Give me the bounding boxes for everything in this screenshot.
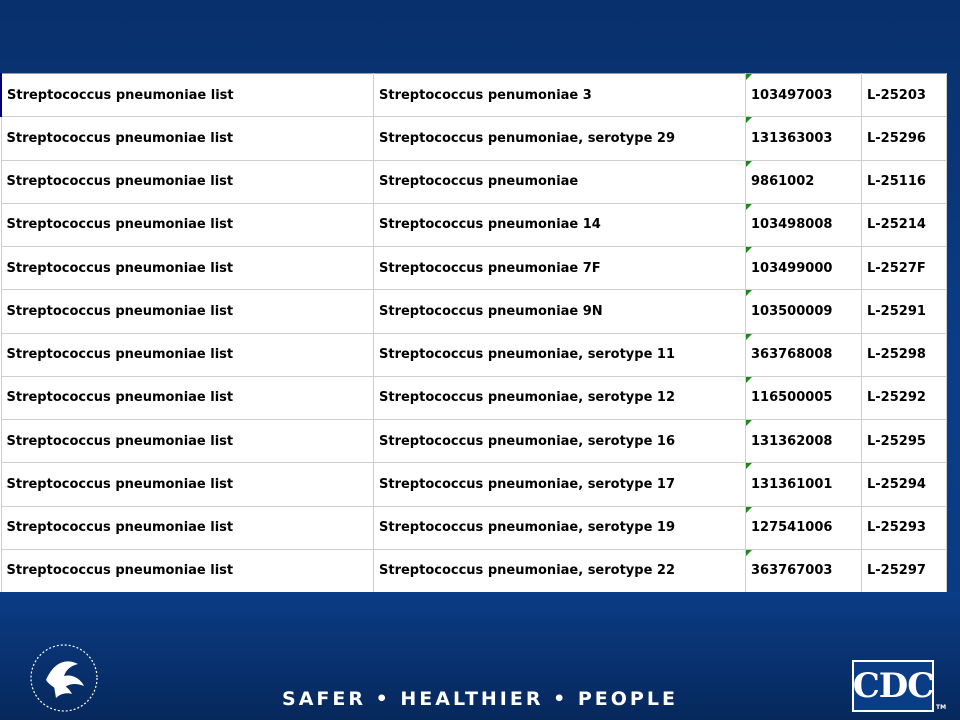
legacy-code-cell: L-25297 xyxy=(862,549,947,592)
list-name-cell: Streptococcus pneumoniae list xyxy=(1,549,374,592)
snomed-code-cell xyxy=(746,549,862,592)
snomed-code-text: 103500009 xyxy=(751,303,833,319)
list-name-cell: Streptococcus pneumoniae list xyxy=(1,74,374,117)
snomed-code-cell xyxy=(746,463,862,506)
cell-marker-icon xyxy=(746,290,752,296)
cell-marker-icon xyxy=(746,420,752,426)
table-row xyxy=(1,549,947,592)
legacy-code-cell: L-25203 xyxy=(862,74,947,117)
legacy-code-cell: L-25295 xyxy=(862,420,947,463)
snomed-code-cell xyxy=(746,247,862,290)
snomed-code-text: 363767003 xyxy=(751,563,833,579)
list-name-cell: Streptococcus pneumoniae list xyxy=(1,117,374,160)
organism-cell: Streptococcus pneumoniae, serotype 22 xyxy=(374,549,746,592)
snomed-code-cell xyxy=(746,160,862,203)
legacy-code-cell: L-25296 xyxy=(862,117,947,160)
legacy-code-cell: L-25294 xyxy=(862,463,947,506)
cdc-logo-text: CDC xyxy=(852,666,934,706)
snomed-code-cell xyxy=(746,290,862,333)
table-row xyxy=(1,117,947,160)
legacy-code-cell: L-25292 xyxy=(862,376,947,419)
legacy-code-cell: L-25298 xyxy=(862,333,947,376)
snomed-code-text: 127541006 xyxy=(751,520,833,536)
table-body xyxy=(1,74,947,593)
organism-cell: Streptococcus pneumoniae xyxy=(374,160,746,203)
list-name-cell: Streptococcus pneumoniae list xyxy=(1,160,374,203)
table-row xyxy=(1,333,947,376)
snomed-code-cell xyxy=(746,506,862,549)
snomed-code-text: 103499000 xyxy=(751,260,833,276)
table-row xyxy=(1,247,947,290)
organism-cell: Streptococcus penumoniae 3 xyxy=(374,74,746,117)
organism-cell: Streptococcus pneumoniae, serotype 11 xyxy=(374,333,746,376)
list-name-cell: Streptococcus pneumoniae list xyxy=(1,203,374,246)
snomed-code-text: 103498008 xyxy=(751,217,833,233)
organism-cell: Streptococcus pneumoniae 14 xyxy=(374,203,746,246)
cell-marker-icon xyxy=(746,507,752,513)
cell-marker-icon xyxy=(746,377,752,383)
cell-marker-icon xyxy=(746,74,752,80)
snomed-code-text: 131363003 xyxy=(751,130,833,146)
list-name-cell: Streptococcus pneumoniae list xyxy=(1,506,374,549)
snomed-code-text: 9861002 xyxy=(751,174,815,190)
cell-marker-icon xyxy=(746,550,752,556)
list-name-cell: Streptococcus pneumoniae list xyxy=(1,376,374,419)
table-row xyxy=(1,376,947,419)
organism-cell: Streptococcus penumoniae, serotype 29 xyxy=(374,117,746,160)
table-row xyxy=(1,290,947,333)
snomed-code-text: 131361001 xyxy=(751,476,833,492)
list-name-cell: Streptococcus pneumoniae list xyxy=(1,247,374,290)
table-row xyxy=(1,74,947,117)
organism-cell: Streptococcus pneumoniae 9N xyxy=(374,290,746,333)
table-row xyxy=(1,420,947,463)
snomed-code-cell xyxy=(746,203,862,246)
cell-marker-icon xyxy=(746,204,752,210)
list-name-cell: Streptococcus pneumoniae list xyxy=(1,290,374,333)
snomed-code-cell xyxy=(746,420,862,463)
snomed-code-cell xyxy=(746,376,862,419)
cell-marker-icon xyxy=(746,161,752,167)
cell-marker-icon xyxy=(746,334,752,340)
organism-cell: Streptococcus pneumoniae, serotype 16 xyxy=(374,420,746,463)
legacy-code-cell: L-25291 xyxy=(862,290,947,333)
snomed-code-cell xyxy=(746,117,862,160)
snomed-code-text: 131362008 xyxy=(751,433,833,449)
table-row xyxy=(1,463,947,506)
legacy-code-cell: L-2527F xyxy=(862,247,947,290)
table-row xyxy=(1,506,947,549)
snomed-code-text: 103497003 xyxy=(751,87,833,103)
organism-cell: Streptococcus pneumoniae 7F xyxy=(374,247,746,290)
table-row xyxy=(1,160,947,203)
snomed-code-text: 363768008 xyxy=(751,347,833,363)
organism-cell: Streptococcus pneumoniae, serotype 19 xyxy=(374,506,746,549)
data-table-panel xyxy=(0,73,946,592)
snomed-code-table xyxy=(0,73,947,593)
cell-marker-icon xyxy=(746,247,752,253)
cell-marker-icon xyxy=(746,117,752,123)
list-name-cell: Streptococcus pneumoniae list xyxy=(1,463,374,506)
list-name-cell: Streptococcus pneumoniae list xyxy=(1,333,374,376)
snomed-code-text: 116500005 xyxy=(751,390,833,406)
tagline: SAFER • HEALTHIER • PEOPLE xyxy=(282,688,678,710)
legacy-code-cell: L-25214 xyxy=(862,203,947,246)
legacy-code-cell: L-25293 xyxy=(862,506,947,549)
table-row xyxy=(1,203,947,246)
cdc-logo xyxy=(852,660,947,712)
cell-marker-icon xyxy=(746,463,752,469)
organism-cell: Streptococcus pneumoniae, serotype 12 xyxy=(374,376,746,419)
list-name-cell: Streptococcus pneumoniae list xyxy=(1,420,374,463)
snomed-code-cell xyxy=(746,333,862,376)
trademark-mark: TM xyxy=(936,704,947,711)
organism-cell: Streptococcus pneumoniae, serotype 17 xyxy=(374,463,746,506)
snomed-code-cell xyxy=(746,74,862,117)
legacy-code-cell: L-25116 xyxy=(862,160,947,203)
